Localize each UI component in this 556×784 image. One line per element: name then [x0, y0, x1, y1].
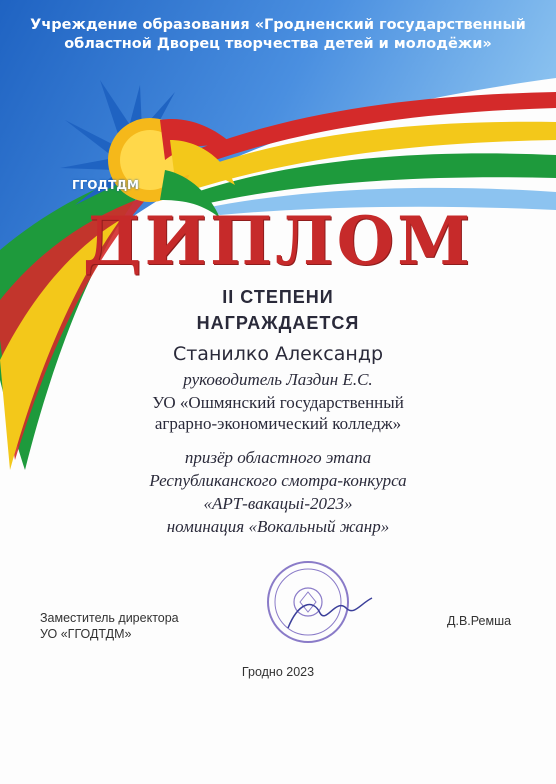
signatory-name: Д.В.Ремша [447, 614, 512, 628]
degree-label: II СТЕПЕНИ [222, 287, 334, 307]
leader-line: руководитель Лаздин Е.С. [183, 370, 373, 389]
recipient-name: Станилко Александр [172, 343, 384, 365]
achievement-line-4: номинация «Вокальный жанр» [166, 517, 390, 536]
position-line-1: Заместитель директора [40, 611, 179, 625]
official-stamp [258, 558, 374, 646]
header-line-2: областной Дворец творчества детей и молодёжи» [64, 36, 492, 52]
position-line-2: УО «ГГОДТДМ» [40, 627, 132, 641]
achievement-line-3: «АРТ-вакацыі-2023» [203, 494, 353, 513]
signatory-position [40, 610, 179, 642]
org-line-2: аграрно-экономический колледж» [154, 414, 402, 433]
city-year: Гродно 2023 [241, 665, 315, 679]
diploma-title: ДИПЛОМ [82, 202, 474, 280]
achievement-line-1: призёр областного этапа [184, 448, 372, 467]
achievement-line-2: Республиканского смотра-конкурса [149, 471, 407, 490]
awarded-label: НАГРАЖДАЕТСЯ [196, 313, 360, 333]
logo-text: ГГОДТДМ [72, 178, 139, 192]
org-line-1: УО «Ошмянский государственный [152, 393, 404, 412]
header-line-1: Учреждение образования «Гродненский государственный [30, 17, 526, 33]
institution-header [0, 16, 556, 54]
sun-logo-icon [60, 80, 240, 220]
